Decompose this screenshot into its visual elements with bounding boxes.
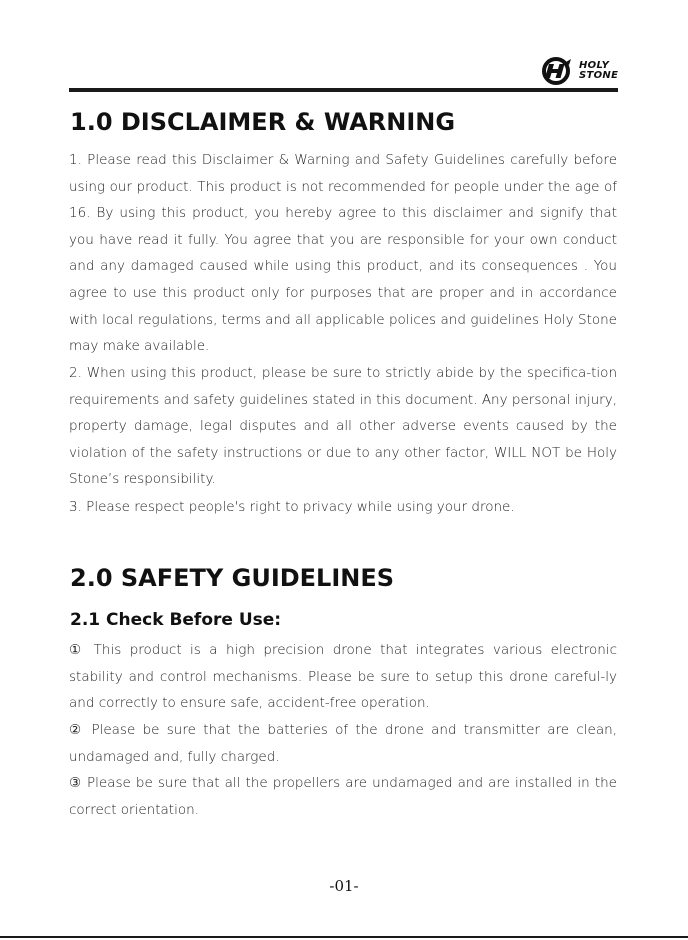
check-item-3: ③ Please be sure that all the propellers are undamaged and are installed in the correct orientation. xyxy=(69,775,617,818)
subsection-2-1-title: 2.1 Check Before Use: xyxy=(70,610,282,630)
holy-stone-logo-icon xyxy=(540,56,574,86)
holy-stone-logo xyxy=(540,56,620,88)
section-1-title: 1.0 DISCLAIMER & WARNING xyxy=(70,108,456,136)
logo-line-2: STONE xyxy=(579,70,619,81)
check-item-1: ① This product is a high precision drone that integrates various electronic stability and control mechanisms. Please be sure to setup this drone careful-ly and correctly to ensure safe, accident-free operation. xyxy=(69,642,617,712)
header-divider xyxy=(69,88,618,92)
logo-line-1: HOLY xyxy=(579,60,610,71)
footer-divider xyxy=(0,936,688,938)
page-number: -01- xyxy=(329,877,359,895)
check-item-2: ② Please be sure that the batteries of the drone and transmitter are clean, undamaged and, fully charged. xyxy=(69,722,617,765)
disclaimer-paragraph-2: 2. When using this product, please be sure to strictly abide by the specifica-tion requirements and safety guidelines stated in this document. Any personal injury, property damage, legal disputes and all other adverse events caused by the violation of the safety instructions or due to any other factor, WILL NOT be Holy Stone’s responsibility. xyxy=(69,365,617,488)
logo-wordmark xyxy=(579,61,618,81)
section-2-title: 2.0 SAFETY GUIDELINES xyxy=(70,564,395,592)
disclaimer-paragraph-3: 3. Please respect people's right to privacy while using your drone. xyxy=(69,499,515,515)
disclaimer-paragraph-1: 1. Please read this Disclaimer & Warning and Safety Guidelines carefully before using our product. This product is not recommended for people under the age of 16. By using this product, you hereby agree to this disclaimer and signify that you have read it fully. You agree that you are responsible for your own conduct and any damaged caused while using this product, and its consequences . You agree to use this product only for purposes that are proper and in accordance with local regulations, terms and all applicable polices and guidelines Holy Stone may make available. xyxy=(69,152,617,355)
